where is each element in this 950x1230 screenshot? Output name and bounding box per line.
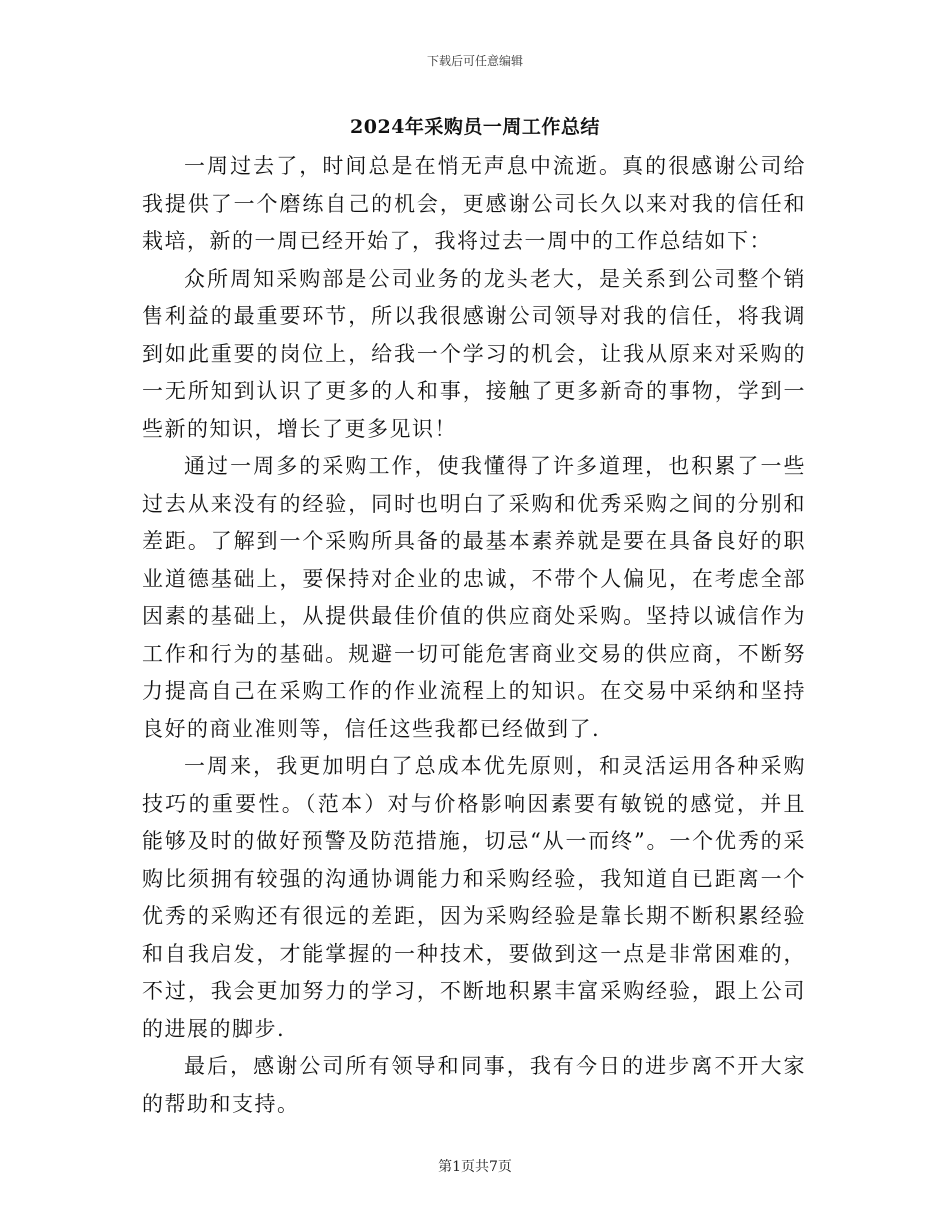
- page-number: 第1页共7页: [438, 1159, 512, 1175]
- paragraph-1: 一周过去了，时间总是在悄无声息中流逝。真的很感谢公司给我提供了一个磨练自己的机会，更感谢公司长久以来对我的信任和栽培，新的一周已经开始了，我将过去一周中的工作总结如下：: [142, 154, 806, 253]
- paragraph-4: 一周来，我更加明白了总成本优先原则，和灵活运用各种采购技巧的重要性。（范本）对与价格影响因素要有敏锐的感觉，并且能够及时的做好预警及防范措施，切忌“从一而终”。一个优秀的采购比须拥有较强的沟通协调能力和采购经验，我知道自已距离一个优秀的采购还有很远的差距，因为采购经验是靠长期不断积累经验和自我启发，才能掌握的一种技术，要做到这一点是非常困难的，不过，我会更加努力的学习，不断地积累丰富采购经验，跟上公司的进展的脚步.: [142, 754, 806, 1041]
- paragraph-2: 众所周知采购部是公司业务的龙头老大，是关系到公司整个销售利益的最重要环节，所以我很感谢公司领导对我的信任，将我调到如此重要的岗位上，给我一个学习的机会，让我从原来对采购的一无所知到认识了更多的人和事，接触了更多新奇的事物，学到一些新的知识，增长了更多见识！: [142, 266, 806, 441]
- header-note: 下载后可任意编辑: [426, 54, 523, 68]
- document-body: [142, 148, 806, 1123]
- document-title: 2024年采购员一周工作总结: [350, 116, 600, 138]
- paragraph-5: 最后，感谢公司所有领导和同事，我有今日的进步离不开大家的帮助和支持。: [142, 1054, 806, 1116]
- paragraph-3: 通过一周多的采购工作，使我懂得了许多道理，也积累了一些过去从来没有的经验，同时也明白了采购和优秀采购之间的分别和差距。了解到一个采购所具备的最基本素养就是要在具备良好的职业道德基础上，要保持对企业的忠诚，不带个人偏见，在考虑全部因素的基础上，从提供最佳价值的供应商处采购。坚持以诚信作为工作和行为的基础。规避一切可能危害商业交易的供应商，不断努力提高自己在采购工作的作业流程上的知识。在交易中采纳和坚持良好的商业准则等，信任这些我都已经做到了.: [142, 454, 806, 741]
